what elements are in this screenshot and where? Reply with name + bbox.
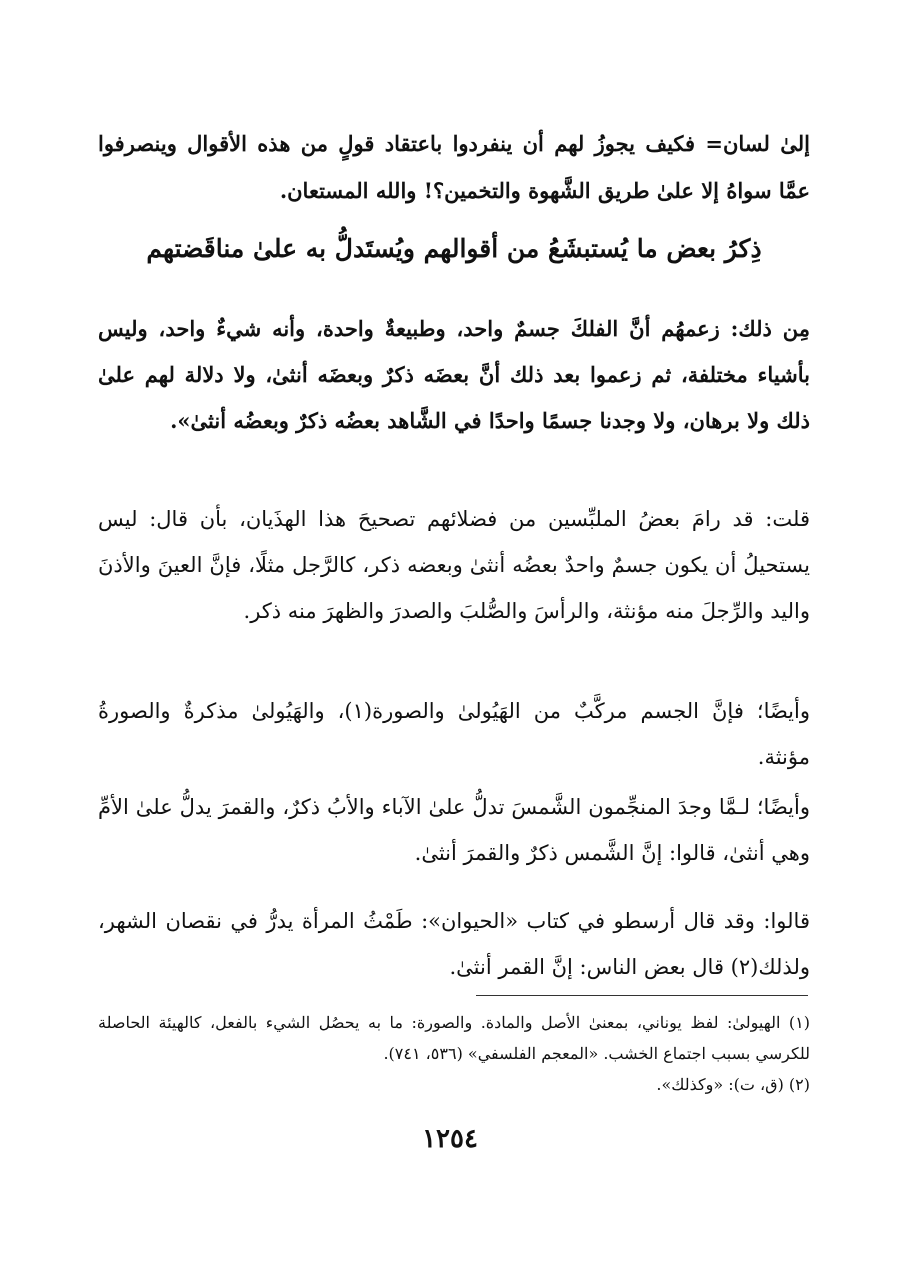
paragraph-qult: قلت: قد رامَ بعضُ الملبِّسين من فضلائهم تصحيحَ هذا الهذَيان، بأن قال: ليس يستحيلُ أن يكون جسمٌ واحدٌ بعضُه أنثىٰ وبعضه ذكر، كالرَّجل مثلًا، فإنَّ العينَ والأذنَ واليد والرِّجلَ منه مؤنثة، والرأسَ والصُّلبَ والصدرَ والظهرَ منه ذكر.	[98, 507, 810, 623]
footnotes	[98, 1007, 810, 1100]
section-heading: ذِكرُ بعض ما يُستبشَعُ من أقوالهم ويُستَدلُّ به علىٰ مناقَضتهم	[146, 234, 762, 263]
paragraph-hayula: وأيضًا؛ فإنَّ الجسم مركَّبٌ من الهَيُولىٰ والصورة(١)، والهَيُولىٰ مذكرةٌ والصورةُ مؤنثة.	[98, 699, 810, 769]
footnote-1: (١) الهيولىٰ: لفظ يوناني، بمعنىٰ الأصل والمادة. والصورة: ما به يحصُل الشيء بالفعل، كالهيئة الحاصلة للكرسي بسبب اجتماع الخشب. «المعجم الفلسفي» (٥٣٦، ٧٤١).	[98, 1013, 810, 1063]
page-number: ١٢٥٤	[422, 1124, 478, 1154]
footnote-2: (٢) (ق، ت): «وكذلك».	[656, 1075, 810, 1094]
footnote-divider	[476, 995, 808, 996]
paragraph-astrologers: وأيضًا؛ لـمَّا وجدَ المنجِّمون الشَّمسَ تدلُّ علىٰ الآباء والأبُ ذكرٌ، والقمرَ يدلُّ علىٰ الأمِّ وهي أنثىٰ، قالوا: إنَّ الشَّمس ذكرٌ والقمرَ أنثىٰ.	[98, 795, 810, 865]
paragraph-aristotle: قالوا: وقد قال أرسطو في كتاب «الحيوان»: طَمْثُ المرأة يدرُّ في نقصان الشهر، ولذلك(٢) قال بعض الناس: إنَّ القمر أنثىٰ.	[98, 909, 810, 979]
intro-paragraph: إلىٰ لسان= فكيف يجوزُ لهم أن ينفردوا باعتقاد قولٍ من هذه الأقوال وينصرفوا عمَّا سواهُ إلا علىٰ طريق الشَّهوة والتخمين؟! والله المستعان.	[98, 131, 810, 203]
intro-paragraph-block	[98, 120, 810, 214]
paragraph-claim: مِن ذلك: زعمهُم أنَّ الفلكَ جسمٌ واحد، وطبيعةٌ واحدة، وأنه شيءٌ واحد، وليس بأشياء مختلفة، ثم زعموا بعد ذلك أنَّ بعضَه ذكرٌ وبعضَه أنثىٰ، ولا دلالة لهم علىٰ ذلك ولا برهان، ولا وجدنا جسمًا واحدًا في الشَّاهد بعضُه ذكرٌ وبعضُه أنثىٰ».	[98, 316, 810, 433]
